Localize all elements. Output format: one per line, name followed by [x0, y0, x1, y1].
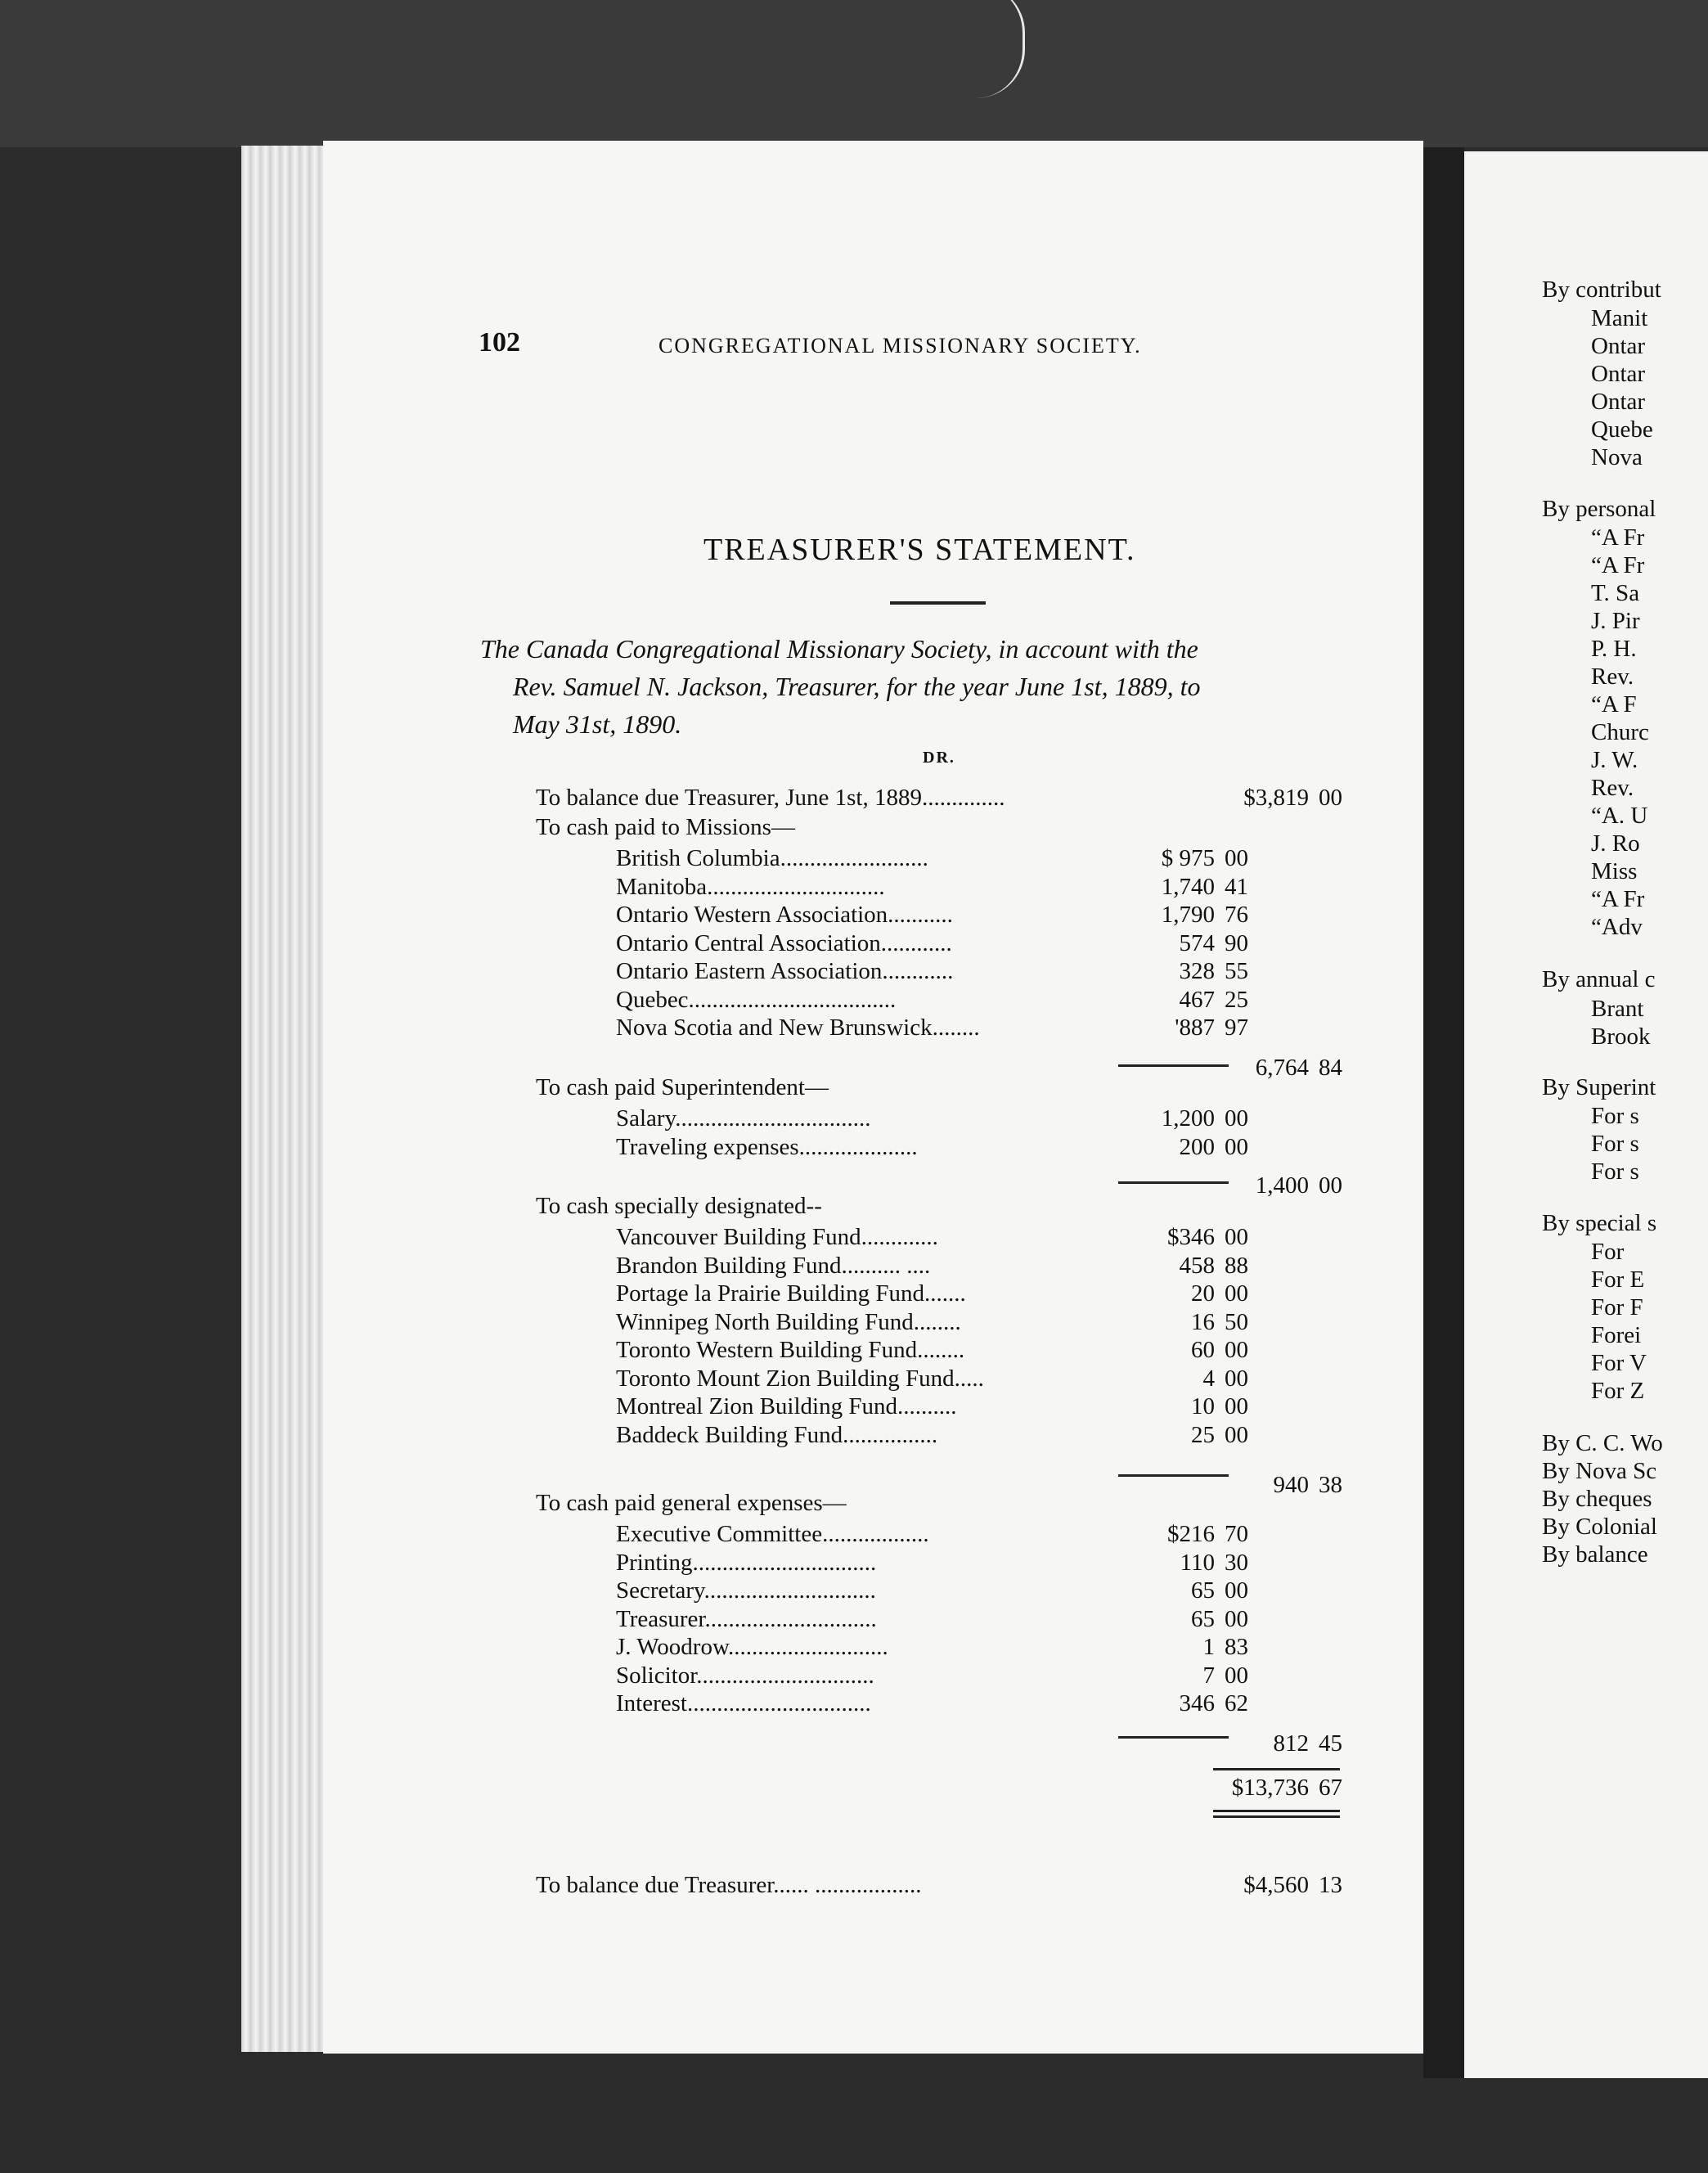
- closing-balance: [536, 1871, 922, 1899]
- section-total-missions-dollars: 6,764: [1255, 1055, 1309, 1081]
- line-item: [616, 1392, 956, 1420]
- right-page-line: Forei: [1591, 1322, 1642, 1348]
- opening-balance: [536, 784, 1005, 812]
- line-item: [616, 1223, 938, 1251]
- left-page: [323, 141, 1423, 2054]
- right-page: [1464, 151, 1708, 2078]
- line-item-label: Executive Committee..................: [616, 1521, 929, 1547]
- right-page-line: “A. U: [1591, 803, 1648, 829]
- line-item-label: Traveling expenses....................: [616, 1133, 918, 1160]
- right-page-line: For F: [1591, 1294, 1643, 1320]
- right-page-line: Rev.: [1591, 664, 1634, 690]
- page-title: TREASURER'S STATEMENT.: [703, 533, 1136, 567]
- right-page-line: Brant: [1591, 996, 1644, 1022]
- right-page-line: For E: [1591, 1266, 1645, 1293]
- right-page-line: “A Fr: [1591, 524, 1645, 551]
- line-item-label: Nova Scotia and New Brunswick........: [616, 1015, 980, 1041]
- line-item-label: J. Woodrow...........................: [616, 1634, 888, 1660]
- line-item-label: Salary.................................: [616, 1105, 871, 1131]
- subtotal-rule: [1118, 1064, 1229, 1067]
- scanner-background: [0, 0, 1708, 147]
- line-item-dollars: 328: [1179, 958, 1215, 984]
- right-page-line: J. W.: [1591, 747, 1638, 773]
- grand-total-dollars: $13,736: [1231, 1775, 1309, 1801]
- section-total-missions-cents: 84: [1319, 1055, 1342, 1081]
- line-item-label: Vancouver Building Fund.............: [616, 1224, 938, 1250]
- line-item-cents: 00: [1225, 1224, 1248, 1250]
- line-item-dollars: 1,790: [1161, 902, 1215, 928]
- line-item-dollars: 574: [1179, 929, 1215, 956]
- line-item-cents: 70: [1225, 1521, 1248, 1547]
- section-total-general-dollars: 812: [1273, 1730, 1309, 1757]
- line-item-label: Interest...............................: [616, 1690, 871, 1716]
- line-item-label: Secretary.............................: [616, 1577, 876, 1604]
- section-heading-missions-label: To cash paid to Missions—: [536, 814, 795, 840]
- section-heading-superintendent-label: To cash paid Superintendent—: [536, 1074, 829, 1100]
- line-item-dollars: 65: [1191, 1577, 1215, 1604]
- right-page-line: Nova: [1591, 444, 1643, 470]
- right-page-line: By C. C. Wo: [1542, 1430, 1663, 1456]
- opening-balance-cents: 00: [1319, 785, 1342, 811]
- line-item: [616, 1365, 984, 1392]
- line-item-label: Ontario Western Association...........: [616, 902, 953, 928]
- right-page-line: By annual c: [1542, 966, 1656, 992]
- line-item-cents: 76: [1225, 902, 1248, 928]
- right-page-line: J. Ro: [1591, 830, 1640, 857]
- line-item-label: Quebec...................................: [616, 986, 897, 1013]
- right-page-line: “A F: [1591, 691, 1637, 718]
- line-item-label: British Columbia.........................: [616, 845, 928, 871]
- title-rule: [890, 601, 986, 605]
- opening-balance-dollars: $3,819: [1243, 785, 1309, 811]
- subtotal-rule: [1118, 1736, 1229, 1739]
- line-item-cents: 00: [1225, 1365, 1248, 1392]
- right-page-line: For s: [1591, 1158, 1639, 1185]
- right-page-line: For Z: [1591, 1378, 1645, 1404]
- line-item-dollars: 25: [1191, 1421, 1215, 1448]
- right-page-line: P. H.: [1591, 636, 1637, 662]
- line-item-label: Toronto Mount Zion Building Fund.....: [616, 1365, 984, 1392]
- line-item-dollars: $216: [1167, 1521, 1215, 1547]
- line-item: [616, 929, 952, 957]
- line-item: [616, 1605, 877, 1633]
- right-page-line: “A Fr: [1591, 552, 1645, 578]
- right-page-line: Brook: [1591, 1024, 1651, 1050]
- line-item-dollars: 65: [1191, 1605, 1215, 1632]
- line-item-dollars: 1: [1202, 1634, 1215, 1660]
- line-item-dollars: $346: [1167, 1224, 1215, 1250]
- section-total-superintendent-cents: 00: [1319, 1172, 1342, 1199]
- line-item-dollars: 467: [1179, 986, 1215, 1013]
- line-item: [616, 1014, 980, 1042]
- line-item-dollars: 16: [1191, 1308, 1215, 1335]
- line-item: [616, 1549, 876, 1577]
- line-item: [616, 1252, 930, 1280]
- opening-balance-label: To balance due Treasurer, June 1st, 1889..............: [536, 785, 1005, 811]
- line-item-label: Treasurer.............................: [616, 1605, 877, 1632]
- right-page-line: By Nova Sc: [1542, 1458, 1657, 1484]
- line-item-cents: 00: [1225, 1577, 1248, 1604]
- right-page-line: By contribut: [1542, 277, 1661, 303]
- preamble-line: May 31st, 1890.: [513, 709, 682, 739]
- section-total-superintendent-dollars: 1,400: [1255, 1172, 1309, 1199]
- line-item-cents: 00: [1225, 1105, 1248, 1131]
- right-page-line: Ontar: [1591, 361, 1646, 387]
- line-item-cents: 97: [1225, 1015, 1248, 1041]
- line-item-cents: 00: [1225, 1605, 1248, 1632]
- section-heading-designated-label: To cash specially designated--: [536, 1193, 822, 1219]
- right-page-line: For: [1591, 1239, 1625, 1265]
- line-item: [616, 1104, 870, 1132]
- section-total-designated-cents: 38: [1319, 1472, 1342, 1498]
- right-page-line: By balance: [1542, 1541, 1648, 1568]
- right-page-line: For s: [1591, 1131, 1639, 1157]
- line-item-label: Portage la Prairie Building Fund.......: [616, 1280, 966, 1307]
- line-item-cents: 88: [1225, 1252, 1248, 1279]
- section-heading-missions: [536, 813, 795, 841]
- right-page-line: By cheques: [1542, 1486, 1652, 1512]
- line-item-cents: 00: [1225, 1133, 1248, 1160]
- line-item-cents: 55: [1225, 958, 1248, 984]
- line-item-label: Printing...............................: [616, 1549, 877, 1576]
- right-page-line: Quebe: [1591, 416, 1653, 443]
- section-heading-superintendent: [536, 1073, 829, 1101]
- line-item-dollars: 110: [1180, 1549, 1215, 1576]
- right-page-line: “Adv: [1591, 914, 1643, 940]
- line-item: [616, 957, 953, 985]
- line-item-cents: 00: [1225, 845, 1248, 871]
- line-item: [616, 1336, 964, 1364]
- preamble: [480, 630, 1396, 743]
- line-item-cents: 00: [1225, 1280, 1248, 1307]
- right-page-line: Ontar: [1591, 389, 1646, 415]
- line-item-label: Toronto Western Building Fund........: [616, 1337, 965, 1363]
- right-page-line: Miss: [1591, 858, 1638, 884]
- closing-balance-cents: 13: [1319, 1872, 1342, 1898]
- right-page-line: Manit: [1591, 305, 1648, 331]
- line-item-dollars: 1,200: [1161, 1105, 1215, 1131]
- running-head: CONGREGATIONAL MISSIONARY SOCIETY.: [658, 334, 1142, 358]
- line-item-cents: 90: [1225, 929, 1248, 956]
- line-item: [616, 1577, 876, 1604]
- line-item-label: Brandon Building Fund.......... ....: [616, 1252, 931, 1279]
- line-item-dollars: 60: [1191, 1337, 1215, 1363]
- line-item: [616, 1689, 871, 1717]
- right-page-line: T. Sa: [1591, 580, 1640, 606]
- dr-label: DR.: [923, 749, 955, 767]
- preamble-line: Rev. Samuel N. Jackson, Treasurer, for the year June 1st, 1889, to: [513, 672, 1201, 701]
- line-item-cents: 00: [1225, 1337, 1248, 1363]
- subtotal-rule: [1118, 1181, 1229, 1184]
- line-item-cents: 00: [1225, 1393, 1248, 1419]
- grand-total-cents: 67: [1319, 1775, 1342, 1801]
- line-item: [616, 1662, 874, 1689]
- line-item-cents: 83: [1225, 1634, 1248, 1660]
- right-page-line: Churc: [1591, 719, 1649, 745]
- line-item-label: Baddeck Building Fund................: [616, 1421, 938, 1448]
- preamble-line: The Canada Congregational Missionary Society, in account with the: [480, 634, 1198, 664]
- line-item-dollars: 200: [1179, 1133, 1215, 1160]
- line-item-label: Ontario Eastern Association............: [616, 958, 954, 984]
- line-item-dollars: 1,740: [1161, 873, 1215, 900]
- line-item-dollars: $ 975: [1161, 845, 1215, 871]
- right-page-line: Rev.: [1591, 775, 1634, 801]
- line-item-dollars: 20: [1191, 1280, 1215, 1307]
- line-item-cents: 00: [1225, 1421, 1248, 1448]
- line-item-dollars: 346: [1179, 1690, 1215, 1716]
- book-page-edges: [241, 146, 331, 2052]
- section-heading-general: [536, 1489, 847, 1517]
- page-number: 102: [479, 327, 520, 358]
- right-page-line: By special s: [1542, 1210, 1657, 1236]
- subtotal-rule: [1118, 1474, 1229, 1477]
- line-item: [616, 844, 928, 872]
- line-item: [616, 1280, 966, 1307]
- line-item-cents: 00: [1225, 1662, 1248, 1689]
- section-total-general-cents: 45: [1319, 1730, 1342, 1757]
- line-item-dollars: 7: [1202, 1662, 1215, 1689]
- closing-balance-dollars: $4,560: [1243, 1872, 1309, 1898]
- line-item: [616, 1133, 918, 1161]
- right-page-line: By personal: [1542, 496, 1656, 522]
- section-heading-designated: [536, 1192, 822, 1220]
- line-item: [616, 1421, 937, 1449]
- line-item: [616, 986, 896, 1014]
- line-item: [616, 1308, 961, 1336]
- line-item: [616, 873, 885, 901]
- line-item-dollars: 10: [1191, 1393, 1215, 1419]
- book-spine: [1423, 147, 1464, 2078]
- section-heading-general-label: To cash paid general expenses—: [536, 1490, 847, 1516]
- line-item-label: Montreal Zion Building Fund..........: [616, 1393, 957, 1419]
- grand-total-rule-top: [1213, 1768, 1340, 1770]
- line-item-cents: 62: [1225, 1690, 1248, 1716]
- line-item-label: Ontario Central Association............: [616, 929, 952, 956]
- right-page-line: By Colonial: [1542, 1514, 1657, 1540]
- grand-total-rule-bottom: [1213, 1810, 1340, 1812]
- section-total-designated-dollars: 940: [1273, 1472, 1309, 1498]
- line-item-dollars: '887: [1175, 1015, 1215, 1041]
- line-item-label: Winnipeg North Building Fund........: [616, 1308, 961, 1335]
- line-item-dollars: 4: [1202, 1365, 1215, 1392]
- line-item-cents: 41: [1225, 873, 1248, 900]
- line-item: [616, 1520, 929, 1548]
- grand-total-rule-bottom-2: [1213, 1815, 1340, 1818]
- right-page-line: By Superint: [1542, 1074, 1656, 1100]
- line-item-cents: 25: [1225, 986, 1248, 1013]
- line-item-cents: 30: [1225, 1549, 1248, 1576]
- closing-balance-label: To balance due Treasurer...... ..................: [536, 1872, 922, 1898]
- right-page-line: J. Pir: [1591, 608, 1640, 634]
- right-page-line: Ontar: [1591, 333, 1646, 359]
- line-item-dollars: 458: [1179, 1252, 1215, 1279]
- line-item: [616, 901, 953, 929]
- line-item-label: Solicitor..............................: [616, 1662, 874, 1689]
- right-page-line: For V: [1591, 1350, 1647, 1376]
- line-item: [616, 1633, 888, 1661]
- line-item-label: Manitoba..............................: [616, 873, 885, 900]
- right-page-line: For s: [1591, 1103, 1639, 1129]
- right-page-line: “A Fr: [1591, 886, 1645, 912]
- line-item-cents: 50: [1225, 1308, 1248, 1335]
